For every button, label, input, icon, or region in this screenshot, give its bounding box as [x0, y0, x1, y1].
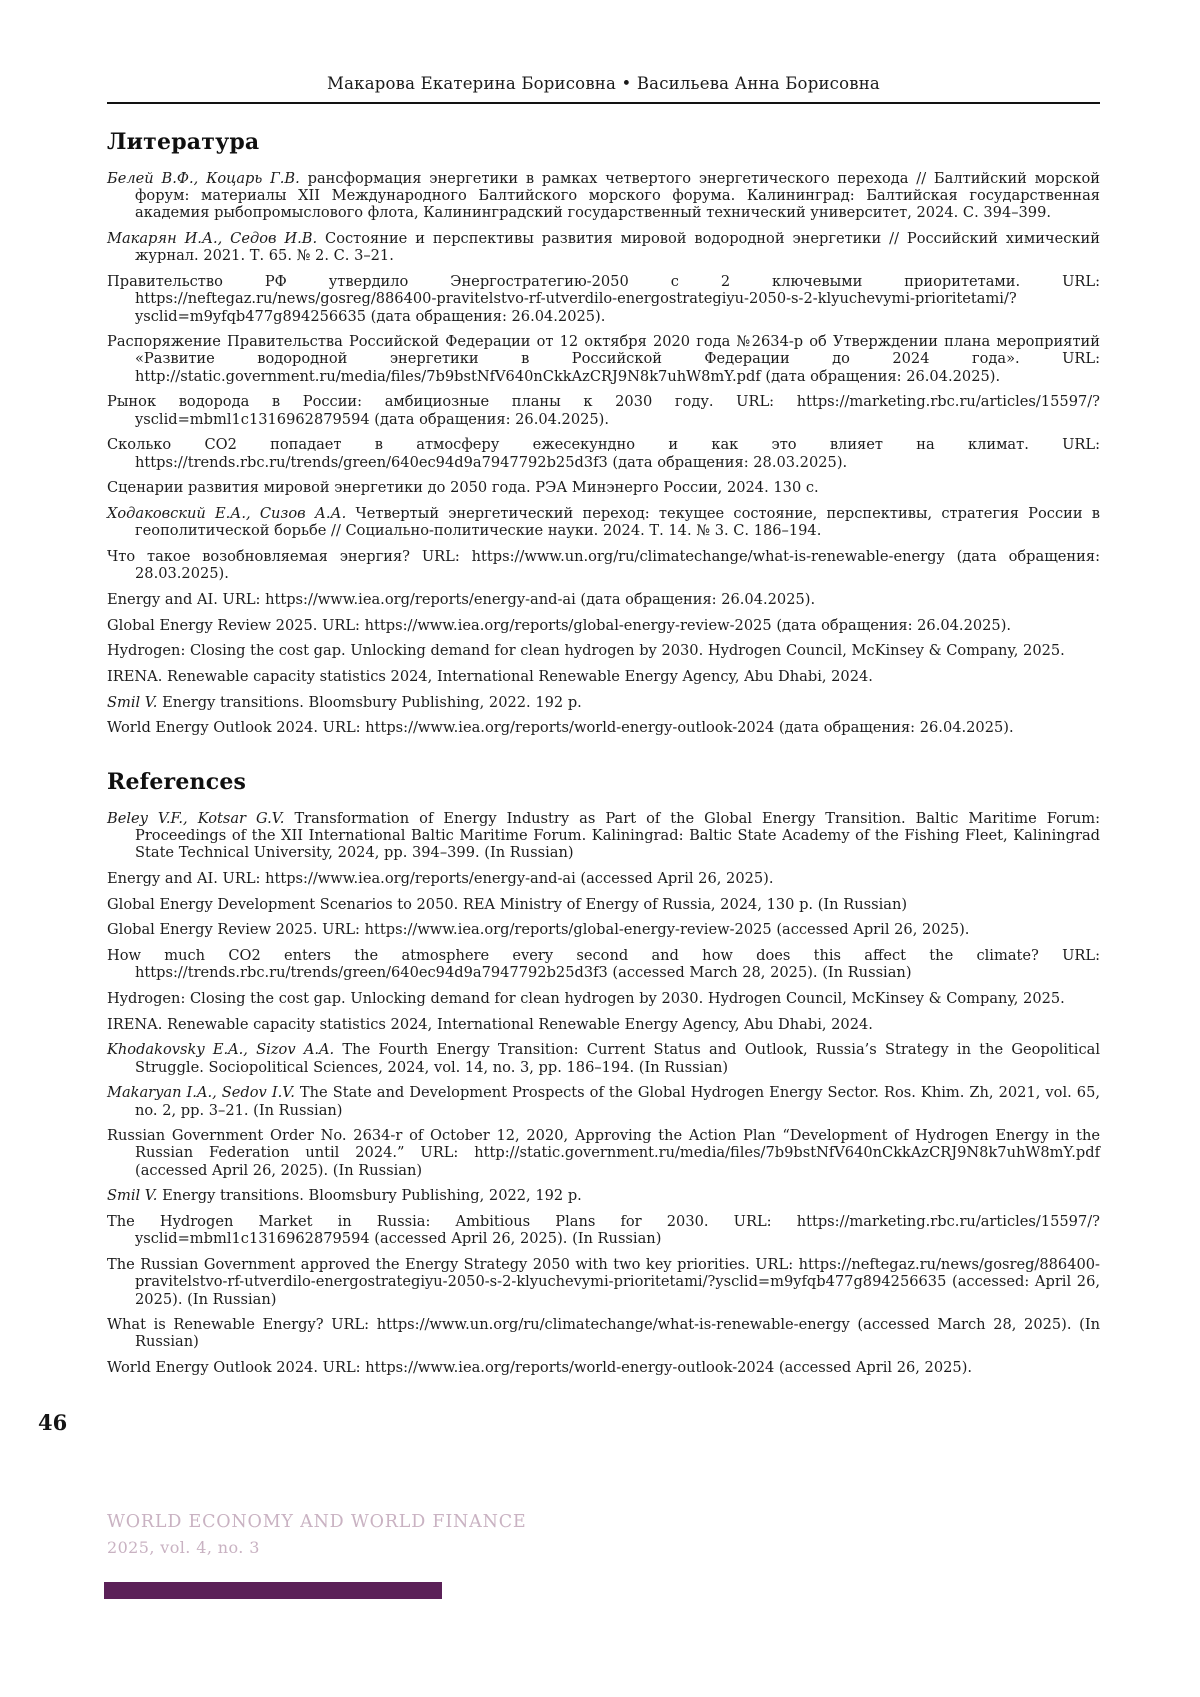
reference-item: [107, 230, 1100, 264]
ref-text: Сценарии развития мировой энергетики до 2050 года. РЭА Минэнерго России, 2024. 130 с.: [107, 479, 819, 497]
reference-item: [107, 273, 1100, 325]
reference-item: [107, 1256, 1100, 1308]
page-header: [107, 74, 1100, 104]
running-head-authors: Макарова Екатерина Борисовна • Васильева Анна Борисовна: [327, 74, 880, 93]
ref-text: рансформация энергетики в рамках четвертого энергетического перехода // Балтийский морской форум: материалы XII Международного Балтийского морского форума. Калининград: Балтийская государственная академия рыбопромыслового флота, Калининградский государственный технический университет, 2024. С. 394–399.: [135, 170, 1100, 222]
ref-text: Energy transitions. Bloomsbury Publishing, 2022. 192 p.: [157, 693, 582, 711]
ref-authors: Белей В.Ф., Коцарь Г.В.: [107, 170, 300, 187]
ref-text: What is Renewable Energy? URL: https://www.un.org/ru/climatechange/what-is-renewable-energy (accessed March 28, 2025). (In Russian): [107, 1316, 1100, 1351]
ref-text: Global Energy Review 2025. URL: https://www.iea.org/reports/global-energy-review-2025 (accessed April 26, 2025).: [107, 921, 970, 939]
reference-item: [107, 393, 1100, 427]
references-section: [107, 769, 1100, 1377]
header-rule: [107, 102, 1100, 104]
ref-authors: Макарян И.А., Седов И.В.: [107, 230, 318, 248]
ref-text: The State and Development Prospects of the Global Hydrogen Energy Sector. Ros. Khim. Zh, 2021, vol. 65, no. 2, pp. 3–21. (In Russian): [135, 1084, 1100, 1119]
ref-text: Рынок водорода в России: амбициозные планы к 2030 году. URL: https://marketing.rbc.ru/articles/15597/?ysclid=mbml1c1316962879594 (дата обращения: 26.04.2025).: [107, 393, 1100, 428]
reference-item: [107, 921, 1100, 938]
ref-authors: Beley V.F., Kotsar G.V.: [107, 809, 285, 827]
reference-item: [107, 668, 1100, 685]
literatura-list: [107, 170, 1100, 737]
reference-item: [107, 1187, 1100, 1204]
reference-item: [107, 1127, 1100, 1179]
ref-authors: Khodakovsky E.A., Sizov A.A.: [107, 1041, 335, 1059]
literatura-section: [107, 129, 1100, 737]
ref-authors: Smil V.: [107, 1187, 158, 1205]
journal-name: WORLD ECONOMY AND WORLD FINANCE: [107, 1512, 527, 1532]
ref-text: Что такое возобновляемая энергия? URL: https://www.un.org/ru/climatechange/what-is-renewable-energy (дата обращения: 28.03.2025).: [107, 547, 1100, 583]
ref-text: Распоряжение Правительства Российской Федерации от 12 октября 2020 года №2634-р об Утверждении плана мероприятий «Развитие водородной энергетики в Российской Федерации до 2024 года». URL: http://static.government.ru/media/files/7b9bstNfV640nCkkAzCRJ9N8k7uhW8mY.pdf (дата обращения: 26.04.2025).: [107, 333, 1100, 385]
reference-item: [107, 1041, 1100, 1075]
reference-item: [107, 896, 1100, 913]
ref-text: IRENA. Renewable capacity statistics 2024, International Renewable Energy Agency, Abu Dhabi, 2024.: [107, 1015, 873, 1033]
ref-text: Transformation of Energy Industry as Part of the Global Energy Transition. Baltic Maritime Forum: Proceedings of the XII International Baltic Maritime Forum. Kaliningrad: Baltic State Academy of the Fishing Fleet, Kaliningrad State Technical University, 2024, pp. 394–399. (In Russian): [135, 809, 1100, 862]
ref-text: Energy and AI. URL: https://www.iea.org/reports/energy-and-ai (accessed April 26, 2025).: [107, 869, 774, 887]
ref-text: Hydrogen: Closing the cost gap. Unlocking demand for clean hydrogen by 2030. Hydrogen Council, McKinsey & Company, 2025.: [107, 642, 1065, 660]
reference-item: [107, 719, 1100, 736]
reference-item: [107, 333, 1100, 385]
ref-text: The Russian Government approved the Energy Strategy 2050 with two key priorities. URL: https://neftegaz.ru/news/gosreg/886400-pravitelstvo-rf-utverdilo-energostrategiyu-2050-s-2-klyuchevymi-prioritetami/?ysclid=m9yfqb477g894256635 (accessed: April 26, 2025). (In Russian): [107, 1256, 1100, 1308]
ref-text: Global Energy Review 2025. URL: https://www.iea.org/reports/global-energy-review-2025 (дата обращения: 26.04.2025).: [107, 616, 1012, 634]
references-heading: References: [107, 768, 247, 795]
reference-item: [107, 694, 1100, 711]
reference-item: [107, 1016, 1100, 1033]
footer-accent-bar: [104, 1582, 442, 1599]
ref-text: The Fourth Energy Transition: Current Status and Outlook, Russia’s Strategy in the Geopolitical Struggle. Sociopolitical Sciences, 2024, vol. 14, no. 3, pp. 186–194. (In Russian): [135, 1041, 1100, 1076]
ref-text: Russian Government Order No. 2634-r of October 12, 2020, Approving the Action Plan “Development of Hydrogen Energy in the Russian Federation until 2024.” URL: http://static.government.ru/media/files/7b9bstNfV640nCkkAzCRJ9N8k7uhW8mY.pdf (accessed April 26, 2025). (In Russian): [107, 1127, 1100, 1179]
ref-text: Energy transitions. Bloomsbury Publishing, 2022, 192 p.: [157, 1187, 582, 1205]
ref-text: World Energy Outlook 2024. URL: https://www.iea.org/reports/world-energy-outlook-2024 (дата обращения: 26.04.2025).: [107, 719, 1014, 737]
ref-text: How much CO2 enters the atmosphere every second and how does this affect the climate? URL: https://trends.rbc.ru/trends/green/640ec94d9a7947792b25d3f3 (accessed March 28, 2025). (In Russian): [107, 947, 1100, 982]
journal-issue: 2025, vol. 4, no. 3: [107, 1538, 260, 1557]
reference-item: [107, 505, 1100, 539]
ref-text: Правительство РФ утвердило Энергостратегию-2050 с 2 ключевыми приоритетами. URL: https://neftegaz.ru/news/gosreg/886400-pravitelstvo-rf-utverdilo-energostrategiyu-2050-s-2-klyuchevymi-prioritetami/?ysclid=m9yfqb477g894256635 (дата обращения: 26.04.2025).: [107, 273, 1100, 325]
page-number: 46: [38, 1410, 68, 1435]
ref-authors: Ходаковский Е.А., Сизов А.А.: [107, 505, 347, 522]
references-list: [107, 810, 1100, 1377]
ref-text: World Energy Outlook 2024. URL: https://www.iea.org/reports/world-energy-outlook-2024 (accessed April 26, 2025).: [107, 1359, 973, 1377]
reference-item: [107, 591, 1100, 608]
ref-text: Сколько CO2 попадает в атмосферу ежесекундно и как это влияет на климат. URL: https://trends.rbc.ru/trends/green/640ec94d9a7947792b25d3f3 (дата обращения: 28.03.2025).: [107, 436, 1100, 471]
page-footer: [107, 1512, 526, 1557]
ref-text: The Hydrogen Market in Russia: Ambitious Plans for 2030. URL: https://marketing.rbc.ru/articles/15597/?ysclid=mbml1c1316962879594 (accessed April 26, 2025). (In Russian): [107, 1213, 1100, 1248]
reference-item: [107, 990, 1100, 1007]
reference-item: [107, 642, 1100, 659]
reference-item: [107, 870, 1100, 887]
ref-text: Hydrogen: Closing the cost gap. Unlocking demand for clean hydrogen by 2030. Hydrogen Council, McKinsey & Company, 2025.: [107, 989, 1065, 1007]
reference-item: [107, 1084, 1100, 1118]
reference-item: [107, 1359, 1100, 1376]
literatura-heading: Литература: [107, 129, 260, 155]
reference-item: [107, 810, 1100, 862]
reference-item: [107, 479, 1100, 496]
reference-item: [107, 548, 1100, 582]
reference-item: [107, 947, 1100, 981]
reference-item: [107, 436, 1100, 470]
ref-authors: Smil V.: [107, 693, 158, 711]
ref-authors: Makaryan I.A., Sedov I.V.: [107, 1084, 295, 1102]
reference-item: [107, 170, 1100, 222]
ref-text: Четвертый энергетический переход: текущее состояние, перспективы, стратегия России в геополитической борьбе // Социально-политические науки. 2024. Т. 14. № 3. С. 186–194.: [135, 505, 1100, 540]
reference-item: [107, 1316, 1100, 1350]
ref-text: Global Energy Development Scenarios to 2050. REA Ministry of Energy of Russia, 2024, 130 p. (In Russian): [107, 895, 908, 913]
ref-text: Energy and AI. URL: https://www.iea.org/reports/energy-and-ai (дата обращения: 26.04.2025).: [107, 590, 816, 608]
ref-text: Состояние и перспективы развития мировой водородной энергетики // Российский химический журнал. 2021. Т. 65. № 2. С. 3–21.: [135, 230, 1100, 265]
ref-text: IRENA. Renewable capacity statistics 2024, International Renewable Energy Agency, Abu Dhabi, 2024.: [107, 668, 873, 686]
reference-item: [107, 1213, 1100, 1247]
reference-item: [107, 617, 1100, 634]
